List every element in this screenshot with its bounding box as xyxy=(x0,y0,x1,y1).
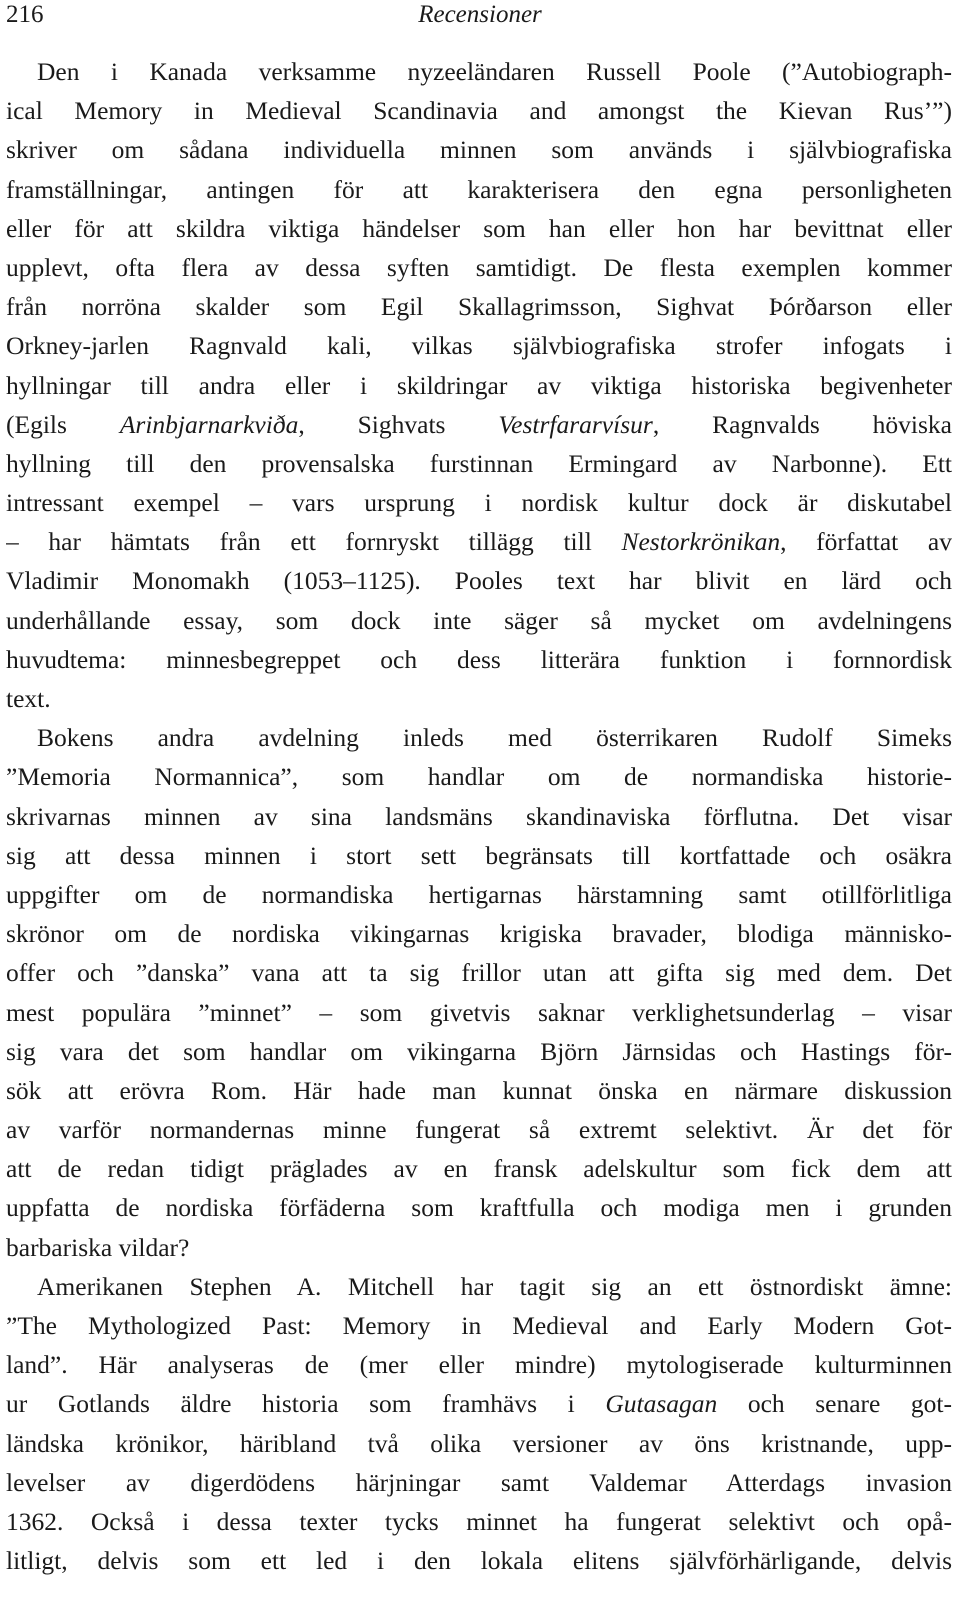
text-line xyxy=(6,1071,952,1110)
text-line xyxy=(6,993,952,1032)
text-run: ur Gotlands äldre historia som framhävs i xyxy=(6,1389,606,1419)
text-run: uppfatta de nordiska förfäderna som kraftfulla och modiga men i grunden xyxy=(6,1193,952,1223)
text-line xyxy=(6,1149,952,1188)
text-line xyxy=(6,679,952,718)
text-line xyxy=(6,170,952,209)
italic-title: Gutasagan xyxy=(605,1389,718,1419)
text-run: Amerikanen Stephen A. Mitchell har tagit sig an ett östnordiskt ämne: xyxy=(37,1271,952,1301)
text-line xyxy=(6,1032,952,1071)
text-run: eller för att skildra viktiga händelser som han eller hon har bevittnat eller xyxy=(6,213,952,243)
paragraph xyxy=(6,1267,952,1581)
text-run: av varför normandernas minne fungerat så extremt selektivt. Är det för xyxy=(6,1115,952,1145)
text-run: uppgifter om de normandiska hertigarnas härstamning samt otillförlitliga xyxy=(6,879,952,909)
italic-title: Vestrfararvísur xyxy=(498,409,653,439)
page-header xyxy=(6,0,954,36)
text-line xyxy=(6,1424,952,1463)
text-run: Vladimir Monomakh (1053–1125). Pooles text har blivit en lärd och xyxy=(6,566,952,596)
text-run: skrivarnas minnen av sina landsmäns skandinaviska förflutna. Det visar xyxy=(6,801,952,831)
text-run: litligt, delvis som ett led i den lokala elitens självförhärligande, delvis xyxy=(6,1546,952,1576)
text-line xyxy=(6,718,952,757)
text-run: offer och ”danska” vana att ta sig frillor utan att gifta sig med dem. Det xyxy=(6,958,952,988)
paragraph xyxy=(6,52,952,718)
text-line xyxy=(6,130,952,169)
text-run: huvudtema: minnesbegreppet och dess litterära funktion i fornnordisk xyxy=(6,644,952,674)
text-line xyxy=(6,1267,952,1306)
running-head: Recensioner xyxy=(418,1,542,28)
text-run: 1362. Också i dessa texter tycks minnet ha fungerat selektivt och opå- xyxy=(6,1506,952,1536)
text-run: att de redan tidigt präglades av en fransk adelskultur som fick dem att xyxy=(6,1154,952,1184)
text-line xyxy=(6,1541,952,1580)
text-line xyxy=(6,914,952,953)
text-run: ical Memory in Medieval Scandinavia and amongst the Kievan Rus’”) xyxy=(6,96,952,126)
text-line xyxy=(6,1502,952,1541)
text-line xyxy=(6,757,952,796)
text-line xyxy=(6,1463,952,1502)
text-run: barbariska vildar? xyxy=(6,1232,190,1262)
text-line xyxy=(6,287,952,326)
text-line xyxy=(6,836,952,875)
text-run: och senare got- xyxy=(717,1389,952,1419)
text-run: land”. Här analyseras de (mer eller mindre) mytologiserade kulturminnen xyxy=(6,1350,952,1380)
text-line xyxy=(6,640,952,679)
text-run: ländska krönikor, häribland två olika versioner av öns kristnande, upp- xyxy=(6,1428,952,1458)
italic-title: Arinbjarnarkviða xyxy=(119,409,299,439)
text-run: (Egils xyxy=(6,409,120,439)
text-line xyxy=(6,52,952,91)
body-text xyxy=(6,52,952,1580)
text-run: , Ragnvalds höviska xyxy=(652,409,952,439)
text-run: text. xyxy=(6,684,51,713)
text-line xyxy=(6,1228,952,1267)
paragraph xyxy=(6,718,952,1267)
text-run: mest populära ”minnet” – som givetvis saknar verklighetsunderlag – visar xyxy=(6,997,952,1027)
text-line xyxy=(6,209,952,248)
text-line xyxy=(6,1188,952,1227)
text-run: hyllning till den provensalska furstinnan Ermingard av Narbonne). Ett xyxy=(6,448,952,478)
text-run: sök att erövra Rom. Här hade man kunnat önska en närmare diskussion xyxy=(6,1075,952,1105)
text-line xyxy=(6,483,952,522)
text-line xyxy=(6,875,952,914)
text-line xyxy=(6,601,952,640)
text-run: från norröna skalder som Egil Skallagrimsson, Sighvat Þórðarson eller xyxy=(6,292,952,322)
text-run: ”The Mythologized Past: Memory in Medieval and Early Modern Got- xyxy=(6,1311,952,1340)
italic-title: Nestorkrönikan xyxy=(621,527,781,557)
text-line xyxy=(6,1345,952,1384)
text-line xyxy=(6,366,952,405)
text-run: framställningar, antingen för att karakterisera den egna personligheten xyxy=(6,174,952,204)
text-run: Den i Kanada verksamme nyzeeländaren Russell Poole (”Autobiograph- xyxy=(37,57,952,86)
text-run: Orkney-jarlen Ragnvald kali, vilkas självbiografiska strofer infogats i xyxy=(6,331,952,361)
text-run: , författat av xyxy=(780,527,952,557)
text-run: sig att dessa minnen i stort sett begränsats till kortfattade och osäkra xyxy=(6,840,952,870)
text-line xyxy=(6,797,952,836)
text-run: sig vara det som handlar om vikingarna Björn Järnsidas och Hastings för- xyxy=(6,1036,952,1066)
text-line xyxy=(6,953,952,992)
text-run: ”Memoria Normannica”, som handlar om de normandiska historie- xyxy=(6,762,952,792)
text-run: intressant exempel – vars ursprung i nordisk kultur dock är diskutabel xyxy=(6,488,952,518)
text-run: hyllningar till andra eller i skildringar av viktiga historiska begivenheter xyxy=(6,370,952,400)
text-run: levelser av digerdödens härjningar samt Valdemar Atterdags invasion xyxy=(6,1467,952,1497)
text-line xyxy=(6,91,952,130)
text-run: skriver om sådana individuella minnen som används i självbiografiska xyxy=(6,135,952,165)
page-number: 216 xyxy=(6,1,44,28)
text-run: upplevt, ofta flera av dessa syften samtidigt. De flesta exemplen kommer xyxy=(6,252,952,282)
text-run: skrönor om de nordiska vikingarnas krigiska bravader, blodiga människo- xyxy=(6,919,952,949)
text-line xyxy=(6,444,952,483)
text-line xyxy=(6,561,952,600)
text-run: , Sighvats xyxy=(298,409,499,439)
text-line xyxy=(6,405,952,444)
text-line xyxy=(6,248,952,287)
text-line xyxy=(6,522,952,561)
text-run: underhållande essay, som dock inte säger så mycket om avdelningens xyxy=(6,605,952,635)
text-run: – har hämtats från ett fornryskt tillägg till xyxy=(6,527,622,557)
text-line xyxy=(6,1110,952,1149)
text-line xyxy=(6,326,952,365)
text-run: Bokens andra avdelning inleds med österrikaren Rudolf Simeks xyxy=(37,723,952,753)
text-line xyxy=(6,1384,952,1423)
text-line xyxy=(6,1306,952,1345)
